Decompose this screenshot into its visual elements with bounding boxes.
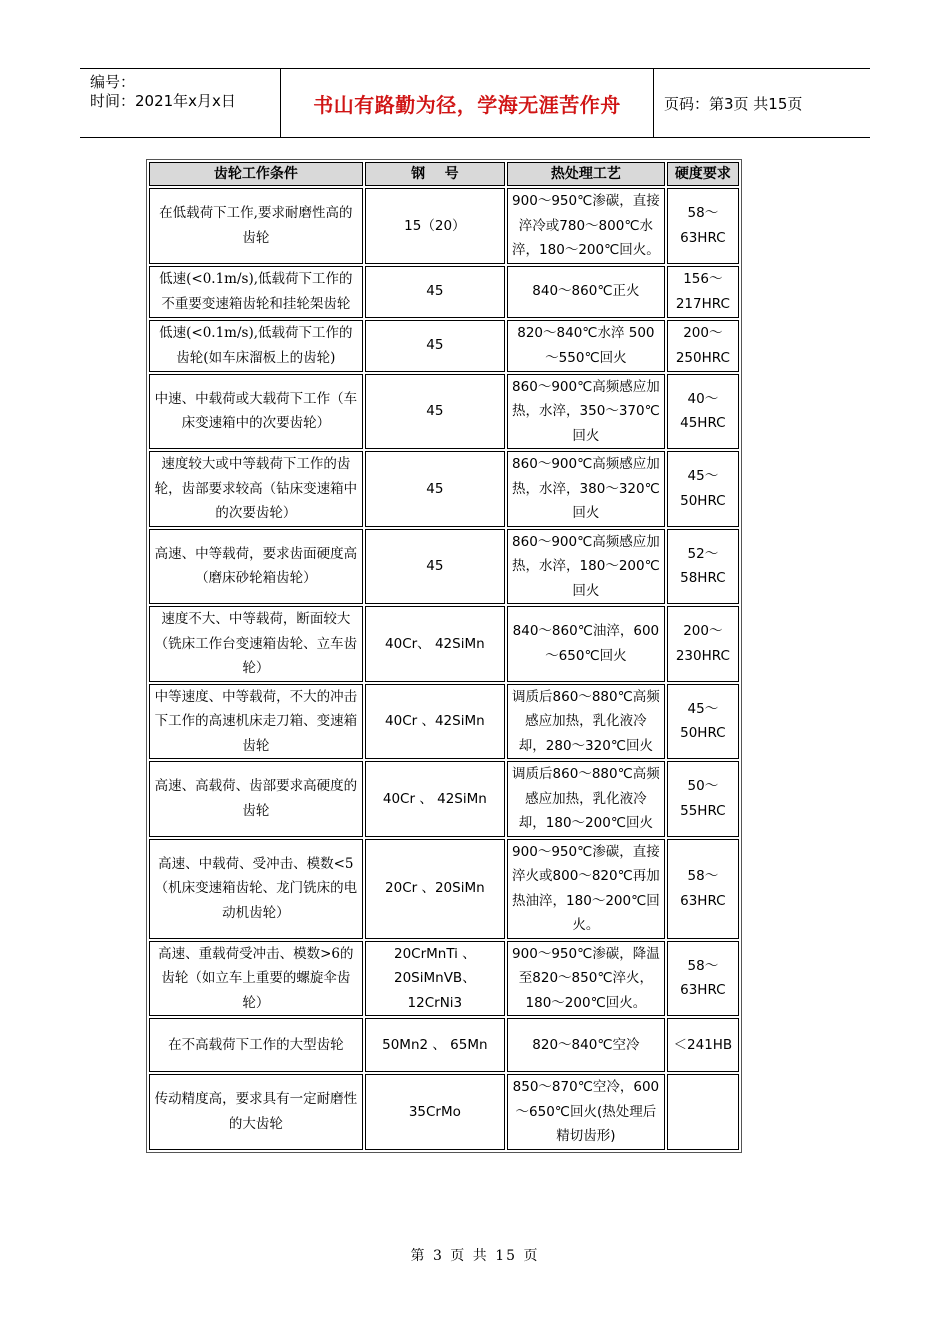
table-row — [149, 941, 739, 1017]
hardness-cell: 45～50HRC — [667, 684, 739, 760]
time-label: 时间：2021年x月x日 — [90, 92, 236, 110]
hardness-cell: 45～50HRC — [667, 451, 739, 527]
page-footer: 第 3 页 共 15 页 — [410, 1248, 540, 1264]
table-row — [149, 266, 739, 318]
process-cell: 860～900℃高频感应加热，水淬，180～200℃回火 — [507, 529, 665, 605]
condition-cell: 中速、中载荷或大载荷下工作（车床变速箱中的次要齿轮） — [149, 374, 363, 450]
table-row — [149, 684, 739, 760]
condition-cell: 高速、中载荷、受冲击、模数<5（机床变速箱齿轮、龙门铣床的电动机齿轮） — [149, 839, 363, 939]
steel-cell: 40Cr 、 42SiMn — [365, 761, 505, 837]
condition-cell: 低速(<0.1m/s),低载荷下工作的齿轮(如车床溜板上的齿轮) — [149, 320, 363, 372]
process-cell: 820～840℃水淬 500～550℃回火 — [507, 320, 665, 372]
motto: 书山有路勤为径，学海无涯苦作舟 — [313, 92, 621, 117]
table-row — [149, 1018, 739, 1072]
table-header-row — [149, 162, 739, 186]
table-row — [149, 320, 739, 372]
hardness-cell — [667, 1074, 739, 1150]
page-header — [80, 68, 870, 138]
condition-cell: 速度较大或中等载荷下工作的齿轮，齿部要求较高（钻床变速箱中的次要齿轮） — [149, 451, 363, 527]
condition-cell: 高速、重载荷受冲击、模数>6的齿轮（如立车上重要的螺旋伞齿轮） — [149, 941, 363, 1017]
condition-cell: 传动精度高，要求具有一定耐磨性的大齿轮 — [149, 1074, 363, 1150]
hardness-cell: 58～63HRC — [667, 839, 739, 939]
hardness-cell: 200～250HRC — [667, 320, 739, 372]
column-header: 硬度要求 — [667, 162, 739, 186]
column-header: 齿轮工作条件 — [149, 162, 363, 186]
table-row — [149, 606, 739, 682]
steel-cell: 45 — [365, 320, 505, 372]
header-meta — [80, 69, 281, 137]
steel-cell: 40Cr 、42SiMn — [365, 684, 505, 760]
process-cell: 850～870℃空冷，600～650℃回火(热处理后精切齿形) — [507, 1074, 665, 1150]
process-cell: 900～950℃渗碳，直接淬火或800～820℃再加热油淬，180～200℃回火。 — [507, 839, 665, 939]
steel-cell: 15（20） — [365, 188, 505, 264]
condition-cell: 在低载荷下工作,要求耐磨性高的齿轮 — [149, 188, 363, 264]
header-page-cell — [654, 69, 870, 137]
condition-cell: 速度不大、中等载荷，断面较大（铣床工作台变速箱齿轮、立车齿轮） — [149, 606, 363, 682]
steel-cell: 45 — [365, 529, 505, 605]
process-cell: 860～900℃高频感应加热，水淬，380～320℃回火 — [507, 451, 665, 527]
hardness-cell: 200～230HRC — [667, 606, 739, 682]
table-row — [149, 761, 739, 837]
condition-cell: 在不高载荷下工作的大型齿轮 — [149, 1018, 363, 1072]
condition-cell: 高速、中等载荷，要求齿面硬度高（磨床砂轮箱齿轮） — [149, 529, 363, 605]
column-header: 热处理工艺 — [507, 162, 665, 186]
condition-cell: 低速(<0.1m/s),低载荷下工作的不重要变速箱齿轮和挂轮架齿轮 — [149, 266, 363, 318]
hardness-cell: 156～217HRC — [667, 266, 739, 318]
hardness-cell: 40～45HRC — [667, 374, 739, 450]
table-row — [149, 451, 739, 527]
table-row — [149, 188, 739, 264]
process-cell: 820～840℃空冷 — [507, 1018, 665, 1072]
steel-cell: 45 — [365, 451, 505, 527]
gear-heat-treatment-table — [146, 159, 742, 1153]
steel-cell: 45 — [365, 266, 505, 318]
hardness-cell: ＜241HB — [667, 1018, 739, 1072]
process-cell: 调质后860～880℃高频感应加热，乳化液冷却，180～200℃回火 — [507, 761, 665, 837]
steel-cell: 35CrMo — [365, 1074, 505, 1150]
table-row — [149, 1074, 739, 1150]
hardness-cell: 52～58HRC — [667, 529, 739, 605]
header-motto-cell — [281, 69, 654, 137]
column-header: 钢 号 — [365, 162, 505, 186]
table-row — [149, 374, 739, 450]
steel-cell: 40Cr、 42SiMn — [365, 606, 505, 682]
code-label: 编号： — [90, 73, 136, 91]
condition-cell: 中等速度、中等载荷，不大的冲击下工作的高速机床走刀箱、变速箱齿轮 — [149, 684, 363, 760]
table-row — [149, 839, 739, 939]
process-cell: 900～950℃渗碳，降温至820～850℃淬火，180～200℃回火。 — [507, 941, 665, 1017]
steel-cell: 45 — [365, 374, 505, 450]
condition-cell: 高速、高载荷、齿部要求高硬度的齿轮 — [149, 761, 363, 837]
steel-cell: 20CrMnTi 、20SiMnVB、 12CrNi3 — [365, 941, 505, 1017]
process-cell: 900～950℃渗碳，直接淬冷或780～800℃水淬，180～200℃回火。 — [507, 188, 665, 264]
page-label: 页码：第3页 共15页 — [664, 94, 803, 113]
hardness-cell: 58～63HRC — [667, 188, 739, 264]
process-cell: 860～900℃高频感应加热，水淬，350～370℃回火 — [507, 374, 665, 450]
steel-cell: 50Mn2 、 65Mn — [365, 1018, 505, 1072]
steel-cell: 20Cr 、20SiMn — [365, 839, 505, 939]
hardness-cell: 50～55HRC — [667, 761, 739, 837]
process-cell: 840～860℃正火 — [507, 266, 665, 318]
table-row — [149, 529, 739, 605]
process-cell: 调质后860～880℃高频感应加热，乳化液冷却，280～320℃回火 — [507, 684, 665, 760]
hardness-cell: 58～63HRC — [667, 941, 739, 1017]
process-cell: 840～860℃油淬，600～650℃回火 — [507, 606, 665, 682]
